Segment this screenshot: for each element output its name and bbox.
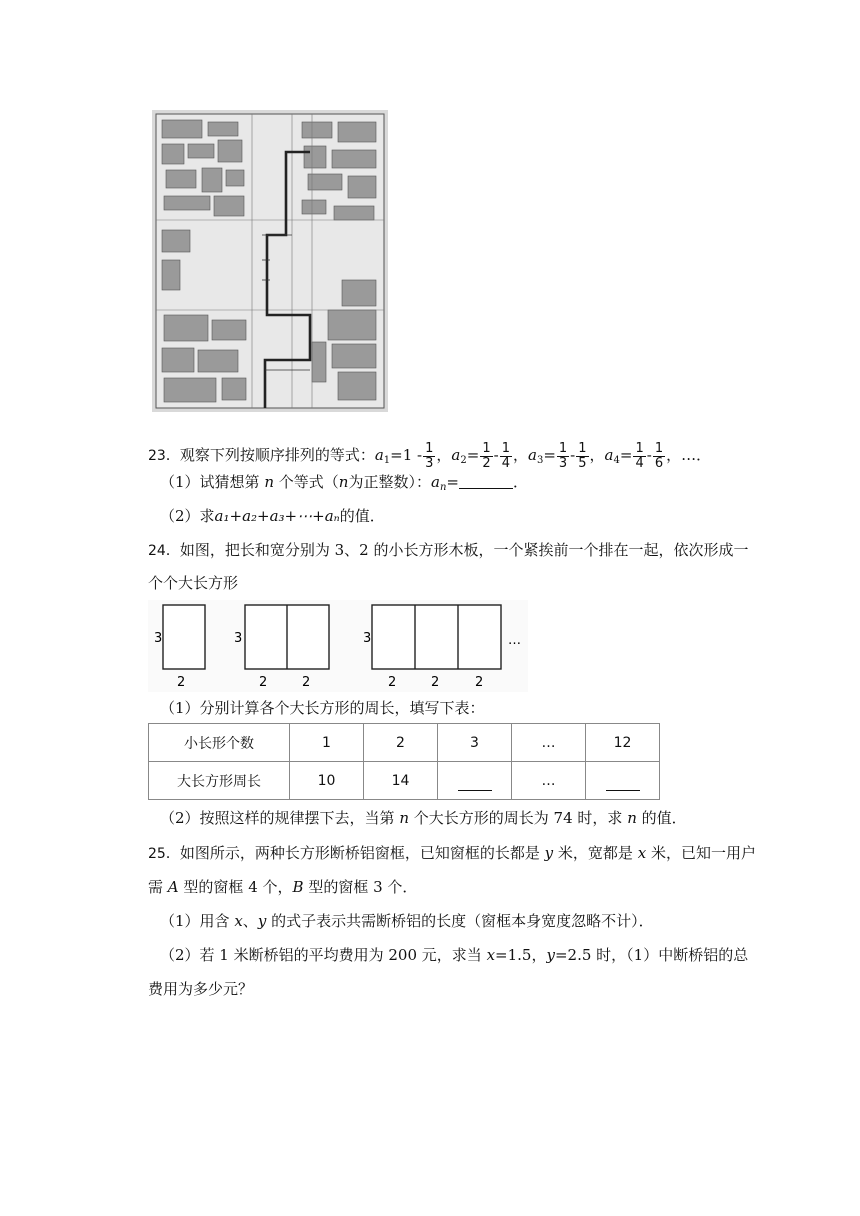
table-cell: 10 (290, 762, 364, 800)
q25-line2: 需 A 型的窗框 4 个，B 型的窗框 3 个． (148, 878, 418, 896)
table-cell: … (512, 724, 586, 762)
table-cell: 3 (438, 724, 512, 762)
table-cell: 14 (364, 762, 438, 800)
table-row-label: 大长方形周长 (149, 762, 290, 800)
q23-answer-blank[interactable] (459, 474, 513, 489)
q23-frac-2b: $\frac{1}{4}$ (501, 440, 510, 471)
city-map-figure (152, 110, 388, 412)
svg-text:3: 3 (234, 631, 243, 646)
fig-more-ellipsis: … (508, 633, 521, 648)
perimeter-table (148, 723, 660, 800)
table-cell: 2 (364, 724, 438, 762)
q24-part2: （2）按照这样的规律摆下去，当第 n 个大长方形的周长为 74 时，求 n 的值． (160, 809, 687, 827)
q25-number: 25． (148, 846, 180, 862)
svg-text:2: 2 (388, 675, 397, 690)
table-cell: 12 (586, 724, 660, 762)
q24-line2: 个个大长方形 (148, 574, 239, 592)
svg-text:3: 3 (363, 631, 372, 646)
rect-figure-1 (163, 605, 205, 669)
q23-stem: 23．观察下列按顺序排列的等式：$a_1=1$ - $\frac{1}{3}$ ，$a_2=$ $\frac{1}{2}$ - $\frac{1}{4}$ ，$a_3=$ $\frac{1}{3}$ - $\frac{1}{5}$ ，$a_4=$ $\frac{1}{4}$ - $\frac{1}{6}$ ，…． (148, 440, 712, 471)
rect-figure-3 (372, 605, 501, 669)
svg-text:2: 2 (259, 675, 268, 690)
fig1-side-label: 3 (154, 631, 163, 646)
table-cell-blank[interactable] (438, 762, 512, 800)
q23-a1-lhs: =1 - (390, 446, 423, 464)
q23-frac-3a: $\frac{1}{3}$ (558, 440, 568, 471)
table-cell-blank[interactable] (586, 762, 660, 800)
q23-sum-expression: a₁+a₂+a₃+⋯+aₙ (214, 507, 340, 525)
svg-text:2: 2 (475, 675, 484, 690)
q23-frac-2a: $\frac{1}{2}$ (482, 440, 491, 471)
table-row (149, 724, 660, 762)
q23-part1: （1）试猜想第 n 个等式（n为正整数）：$a_n=$ ． (160, 473, 528, 493)
q25-line1: 25．如图所示，两种长方形断桥铝窗框，已知窗框的长都是 y 米，宽都是 x 米，已知一用户 (148, 844, 756, 862)
q23-intro: 观察下列按顺序排列的等式： (179, 446, 375, 464)
q24-part1: （1）分别计算各个大长方形的周长，填写下表： (160, 699, 485, 717)
table-cell: 1 (290, 724, 364, 762)
q23-frac-4a: $\frac{1}{4}$ (635, 440, 644, 471)
table-row-label: 小长形个数 (149, 724, 290, 762)
q23-ellipsis: ，…． (666, 446, 712, 464)
q23-part2: （2）求a₁+a₂+a₃+⋯+aₙ的值． (160, 507, 385, 525)
q25-part2-line2: 费用为多少元？ (148, 980, 254, 998)
q23-frac-4b: $\frac{1}{6}$ (654, 440, 664, 471)
q24-line1: 24．如图，把长和宽分别为 3、2 的小长方形木板，一个紧挨前一个排在一起，依次形成一 (148, 541, 749, 559)
fig1-bottom-label: 2 (177, 675, 186, 690)
q25-part2: （2）若 1 米断桥铝的平均费用为 200 元，求当 x=1.5，y=2.5 时，（1）中断桥铝的总 (160, 946, 749, 964)
q23-frac-1: $\frac{1}{3}$ (425, 440, 434, 471)
rectangles-figure (148, 600, 528, 692)
q25-part1: （1）用含 x、y 的式子表示共需断桥铝的长度（窗框本身宽度忽略不计）． (160, 912, 654, 930)
table-cell: … (512, 762, 586, 800)
q23-frac-3b: $\frac{1}{5}$ (578, 440, 587, 471)
q23-number: 23． (148, 448, 180, 464)
svg-text:2: 2 (302, 675, 311, 690)
table-row (149, 762, 660, 800)
svg-text:2: 2 (431, 675, 440, 690)
q24-number: 24． (148, 543, 180, 559)
